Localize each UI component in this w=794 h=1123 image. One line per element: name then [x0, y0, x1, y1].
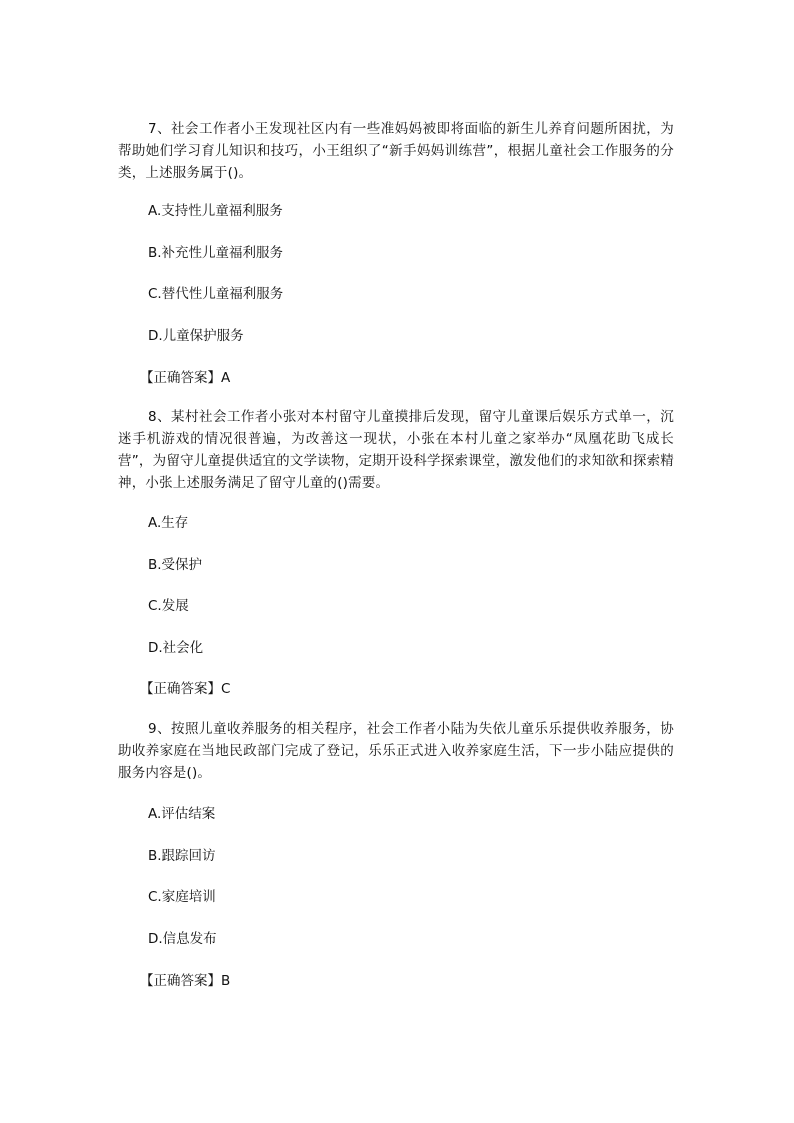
question-9-answer: 【正确答案】B [140, 973, 231, 989]
question-7-option-b: B.补充性儿童福利服务 [148, 245, 284, 261]
question-7-option-a: A.支持性儿童福利服务 [148, 203, 283, 219]
question-9-text: 9、按照儿童收养服务的相关程序，社会工作者小陆为失依儿童乐乐提供收养服务，协助收养家庭在当地民政部门完成了登记，乐乐正式进入收养家庭生活，下一步小陆应提供的服务内容是()。 [118, 721, 674, 781]
question-8-option-c: C.发展 [148, 598, 189, 614]
question-7-option-c: C.替代性儿童福利服务 [148, 286, 284, 302]
question-9-option-a: A.评估结案 [148, 806, 216, 822]
question-8-option-d: D.社会化 [148, 640, 204, 656]
question-8-text: 8、某村社会工作者小张对本村留守儿童摸排后发现，留守儿童课后娱乐方式单一，沉迷手机游戏的情况很普遍，为改善这一现状，小张在本村儿童之家举办“凤凰花助飞成长营”，为留守儿童提供适宜的文学读物，定期开设科学探索课堂，激发他们的求知欲和探索精神，小张上述服务满足了留守儿童的()需要。 [118, 409, 674, 491]
question-7-option-d: D.儿童保护服务 [148, 328, 244, 344]
question-8-option-a: A.生存 [148, 515, 189, 531]
question-8-option-b: B.受保护 [148, 557, 203, 573]
question-9-option-c: C.家庭培训 [148, 889, 216, 905]
question-7-text: 7、社会工作者小王发现社区内有一些准妈妈被即将面临的新生儿养育问题所困扰，为帮助她们学习育儿知识和技巧，小王组织了“新手妈妈训练营”，根据儿童社会工作服务的分类，上述服务属于()。 [118, 121, 674, 181]
question-9-option-b: B.跟踪回访 [148, 848, 216, 864]
question-8-answer: 【正确答案】C [140, 681, 231, 697]
question-7-answer: 【正确答案】A [140, 370, 231, 386]
question-9-option-d: D.信息发布 [148, 931, 217, 947]
